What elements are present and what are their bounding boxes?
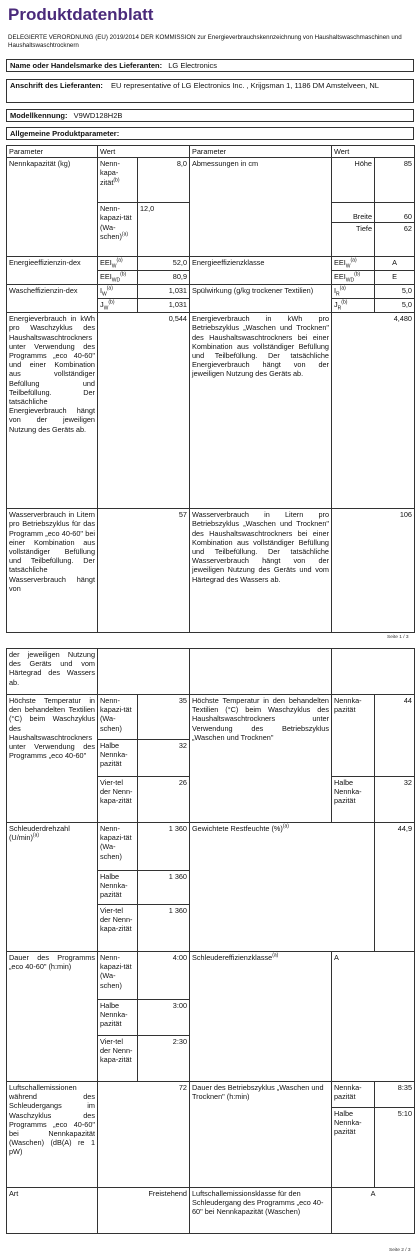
temp-r1: Nennka-pazität (332, 695, 375, 777)
type-value: Freistehend (98, 1188, 190, 1234)
noise-class-label: Luftschallemissionsklasse für den Schleudergang des Programms „eco 40-60" bei Nennkapazität (Waschen) (190, 1188, 332, 1234)
temp-val1: 35 (138, 695, 190, 740)
eclass-wd-label: $EEI_{WD}^{(b)}$ (332, 271, 375, 285)
width-label: Breite (332, 211, 374, 223)
water-value-continued (98, 649, 190, 695)
supplier-address-value: EU representative of LG Electronics Inc. , Krijgsman 1, 1186 DM Amstelveen, NL (111, 81, 379, 90)
wd-duration-rv2: 5:10 (375, 1108, 415, 1188)
spin-class-label: Schleudereffizienzklasse$^{(a)}$ (190, 952, 332, 1082)
model-label: Modellkennung: (10, 111, 68, 120)
moisture-value: 44,9 (375, 823, 415, 952)
spin-val3: 1 360 (138, 905, 190, 952)
temp-val2: 32 (138, 740, 190, 777)
noise-class-value: A (332, 1188, 415, 1234)
params-table-page2 (6, 648, 415, 1234)
energy-value-2: 4,480 (332, 313, 415, 509)
wd-duration-r1: Nennka-pazität (332, 1082, 375, 1108)
depth-value: 62 (403, 224, 412, 234)
temp-rv2: 32 (375, 777, 415, 823)
spin-sub3: Vier-tel der Nenn-kapa-zität (98, 905, 138, 952)
rinse-ir-value: 5,0 (375, 285, 415, 299)
col-param-header: Parameter (7, 146, 98, 158)
supplier-address-label: Anschrift des Lieferanten: (10, 81, 103, 90)
regulation-text: DELEGIERTE VERORDNUNG (EU) 2019/2014 DER KOMMISSION zur Energieverbrauchskennzeichnung von Haushaltswaschmaschinen und Haushaltswaschtrocknern (8, 34, 402, 49)
duration-sub3: Vier-tel der Nenn-kapa-zität (98, 1036, 138, 1082)
params-table-page1 (6, 145, 415, 633)
duration-val1: 4:00 (138, 952, 190, 1000)
eclass-w-label: $EEI_W^{(a)}$ (332, 257, 375, 271)
temp-label-2: Höchste Temperatur in den behandelten Textilien (°C) beim Waschzyklus des Haushaltswaschtrockners unter Verwendung des Betriebszyklus „Waschen und Trocknen" (190, 695, 332, 823)
supplier-name-value: LG Electronics (168, 61, 218, 70)
water-label-2: Wasserverbrauch in Litern pro Betriebszyklus „Waschen und Trocknen" des Haushaltswaschtrockners bei einer Kombination aus vollständiger Befüllung und Teilbefüllung. Der tatsächliche Wasserverbrauch hängt von der jeweiligen Nutzung des Geräts und vom Härtegrad des Wassers ab. (190, 509, 332, 633)
eei-wd-value: 80,9 (138, 271, 190, 285)
capacity-val2: 12,0 (138, 203, 190, 257)
water-value-2: 106 (332, 509, 415, 633)
width-depth-label (332, 203, 375, 257)
rinse-ir-label: $I_R^{(a)}$ (332, 285, 375, 299)
wd-duration-label: Dauer des Betriebszyklus „Waschen und Trocknen" (h:min) (190, 1082, 332, 1188)
supplier-name-label: Name oder Handelsmarke des Lieferanten: (10, 61, 163, 70)
rinse-label: Spülwirkung (g/kg trockener Textilien) (190, 285, 332, 313)
col-param-header-2: Parameter (190, 146, 332, 158)
temp-sub2: Halbe Nennka-pazität (98, 740, 138, 777)
eei-w-label: $EEI_W^{(a)}$ (98, 257, 138, 271)
capacity-label: Nennkapazität (kg) (7, 158, 98, 257)
temp-sub1: Nenn-kapazi-tät (Wa-schen) (98, 695, 138, 740)
capacity-sub1: Nenn-kapa-zität$^{(b)}$ (98, 158, 138, 203)
spin-class-value: A (332, 952, 415, 1082)
wd-duration-rv1: 8:35 (375, 1082, 415, 1108)
duration-val3: 2:30 (138, 1036, 190, 1082)
energy-value: 0,544 (98, 313, 190, 509)
noise-value: 72 (98, 1082, 190, 1188)
model-row (6, 109, 414, 122)
wash-label: Wascheffizienzin-dex (7, 285, 98, 313)
rinse-jr-label: $J_R^{(b)}$ (332, 299, 375, 313)
width-depth-value (375, 203, 415, 257)
eclass-w-value: A (375, 257, 415, 271)
spin-sub2: Halbe Nennka-pazität (98, 871, 138, 905)
spin-val1: 1 360 (138, 823, 190, 871)
spin-sub1: Nenn-kapazi-tät (Wa-schen) (98, 823, 138, 871)
water-label-continued: der jeweiligen Nutzung des Geräts und vom Härtegrad des Wassers ab. (7, 649, 98, 695)
page-title: Produktdatenblatt (8, 5, 154, 24)
water-label-2-continued (190, 649, 332, 695)
eclass-wd-value: E (375, 271, 415, 285)
page-number-2: Seite 2 / 3 (389, 1248, 411, 1253)
temp-sub3: Vier-tel der Nenn-kapa-zität (98, 777, 138, 823)
general-params-label: Allgemeine Produktparameter: (10, 129, 120, 138)
noise-label: Luftschallemissionen während des Schleudergangs im Waschzyklus des Programms „eco 40-60" bei Nennkapazität (Waschen) (dB(A) re 1 pW) (7, 1082, 98, 1188)
col-value-header: Wert (98, 146, 190, 158)
eclass-label: Energieeffizienzklasse (190, 257, 332, 285)
page-number-1: Seite 1 / 3 (387, 635, 409, 640)
spin-label: Schleuderdrehzahl $(U/\min)^{(a)}$ (7, 823, 98, 952)
duration-val2: 3:00 (138, 1000, 190, 1036)
eei-w-value: 52,0 (138, 257, 190, 271)
supplier-name-row (6, 59, 414, 72)
duration-sub1: Nenn-kapazi-tät (Wa-schen) (98, 952, 138, 1000)
supplier-address-row (6, 79, 414, 103)
type-label: Art (7, 1188, 98, 1234)
temp-rv1: 44 (375, 695, 415, 777)
depth-label: Tiefe (356, 224, 372, 234)
spin-val2: 1 360 (138, 871, 190, 905)
wash-iw-value: 1,031 (138, 285, 190, 299)
eei-wd-label: $EEI_{WD}^{(b)}$ (98, 271, 138, 285)
height-label: Höhe (332, 158, 375, 203)
capacity-sub2: Nenn-kapazi-tät (Wa-schen)$^{(a)}$ (98, 203, 138, 257)
duration-label: Dauer des Programms „eco 40-60" (h:min) (7, 952, 98, 1082)
wash-iw-label: $I_W^{(a)}$ (98, 285, 138, 299)
wd-duration-r2: Halbe Nennka-pazität (332, 1108, 375, 1188)
width-value: 60 (375, 211, 414, 223)
dimensions-label: Abmessungen in cm (190, 158, 332, 257)
model-value: V9WD128H2B (73, 111, 123, 120)
wash-jw-label: $J_W^{(b)}$ (98, 299, 138, 313)
wash-jw-value: 1,031 (138, 299, 190, 313)
capacity-val1: 8,0 (138, 158, 190, 203)
water-value: 57 (98, 509, 190, 633)
eei-label: Energieeffizienzin-dex (7, 257, 98, 285)
rinse-jr-value: 5,0 (375, 299, 415, 313)
duration-sub2: Halbe Nennka-pazität (98, 1000, 138, 1036)
energy-label: Energieverbrauch in kWh pro Waschzyklus des Haushaltswaschtrockners unter Verwendung des Programms „eco 40-60" und einer Kombination aus vollständiger Befüllung und Teilbefüllung. Der tatsächliche Energieverbrauch hängt von der jeweiligen Nutzung des Geräts ab. (7, 313, 98, 509)
water-label: Wasserverbrauch in Litern pro Betriebszyklus für das Programm „eco 40-60" bei einer Kombination aus vollständiger Befüllung und Teilbefüllung. Der tatsächliche Wasserverbrauch hängt von (7, 509, 98, 633)
general-params-row (6, 127, 414, 140)
height-value: 85 (375, 158, 415, 203)
temp-r2: Halbe Nennka-pazität (332, 777, 375, 823)
moisture-label: Gewichtete Restfeuchte (%)$^{(a)}$ (190, 823, 375, 952)
col-value-header-2: Wert (332, 146, 415, 158)
energy-label-2: Energieverbrauch in kWh pro Betriebszyklus „Waschen und Trocknen" des Haushaltswaschtrockners bei einer Kombination aus vollständiger Befüllung und Teilbefüllung. Der tatsächliche Energieverbrauch hängt von der jeweiligen Nutzung des Geräts ab. (190, 313, 332, 509)
water-value-2-continued (332, 649, 415, 695)
temp-label: Höchste Temperatur in den behandelten Textilien (°C) beim Waschzyklus des Haushaltswaschtrockners unter Verwendung des Programms „eco 40-60" (7, 695, 98, 823)
temp-val3: 26 (138, 777, 190, 823)
